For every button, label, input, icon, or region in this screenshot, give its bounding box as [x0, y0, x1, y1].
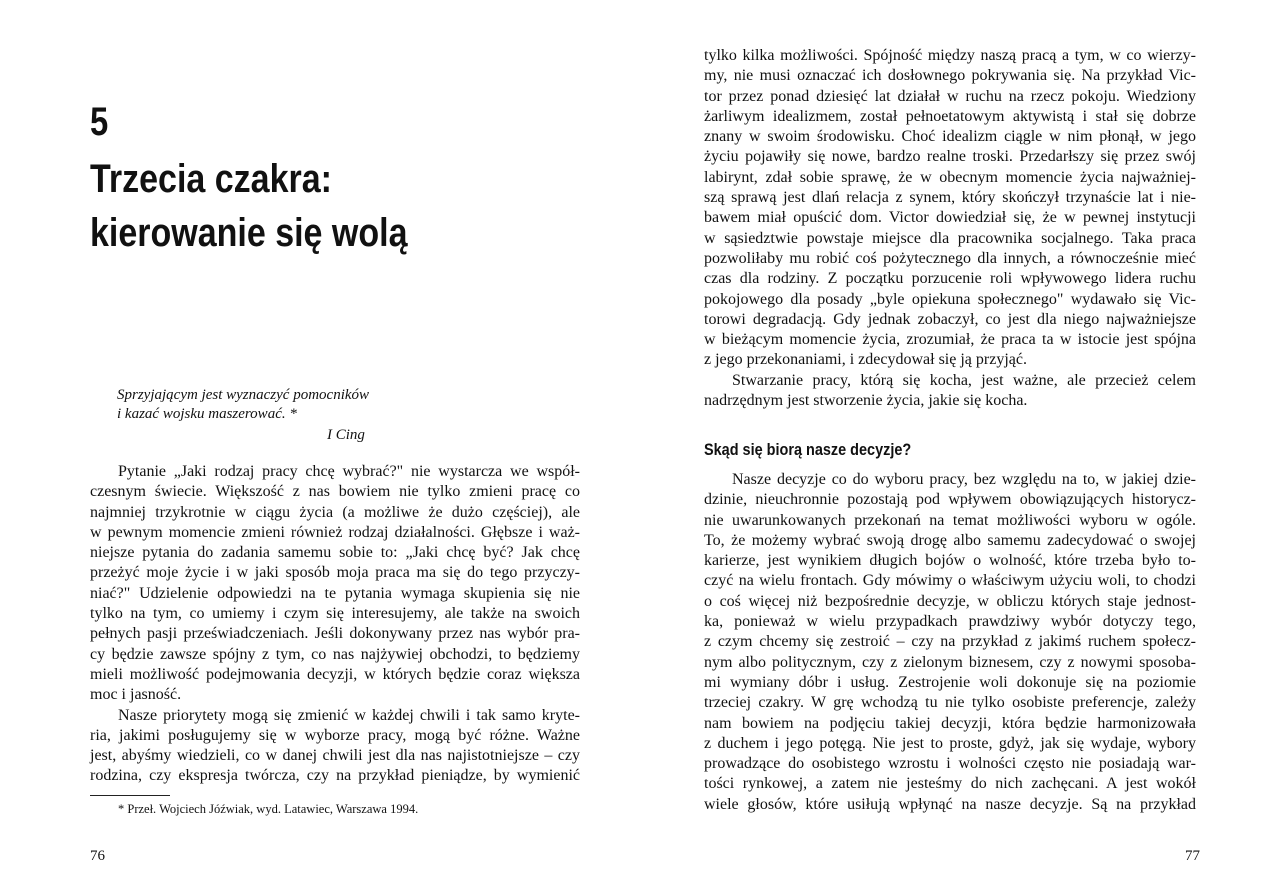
chapter-number: 5 [90, 100, 109, 144]
text-line: prowadzące do osobistego wzrostu i wolności często nie posiadają war- [704, 755, 1196, 773]
epigraph-line: Sprzyjającym jest wyznaczyć pomocników [117, 387, 370, 403]
text-line: Stwarzanie pracy, którą się kocha, jest ważne, ale przecież celem [732, 371, 1196, 389]
text-line: bawem miał opuścić dom. Victor dowiedział się, że w pewnej instytucji [704, 209, 1196, 227]
text-line: pozwoliłaby mu robić coś pożytecznego dla innych, a równocześnie mieć [704, 249, 1196, 267]
text-line: ria, jakimi posługujemy się w wyborze pracy, mogą być różne. Ważne [90, 726, 580, 744]
text-line: nym albo politycznym, czy z zielonym biznesem, czy z nowymi sposoba- [704, 653, 1196, 671]
text-line: czyć na wielu frontach. Gdy mówimy o właściwym użyciu woli, to chodzi [704, 572, 1196, 590]
page-number-left: 76 [90, 848, 105, 864]
text-line: o coś więcej niż bezpośrednie decyzje, w obliczu których staje jednost- [704, 592, 1196, 610]
left-body-text [90, 462, 580, 787]
text-line: pełnych pasji przeświadczeniach. Jeśli dokonywany przez nas wybór pra- [90, 625, 580, 643]
text-line: pokojowego dla posady „byle opiekuna społecznego" wydawało się Vic- [704, 290, 1196, 308]
text-line: dzinie, nieuchronnie pozostają pod wpływem obowiązujących historycz- [704, 491, 1196, 509]
left-page [0, 0, 631, 893]
text-line: z duchem i jego potęgą. Nie jest to proste, gdyż, jak się wydaje, wybory [704, 734, 1196, 752]
text-line: życiu pojawiły się nowe, bardzo realne troski. Przedarłszy się przez swój [704, 148, 1196, 166]
text-line: torowi degradacją. Gdy jednak zobaczył, co jest dla niego najważniejsze [704, 310, 1196, 328]
chapter-title-line: Trzecia czakra: [90, 157, 332, 201]
page-number-right: 77 [1185, 848, 1200, 864]
text-line: Nasze priorytety mogą się zmienić w każdej chwili i tak samo kryte- [118, 706, 580, 724]
text-line: niać?" Udzielenie odpowiedzi na te pytania wymaga skupienia się nie [90, 584, 580, 602]
text-line: mi wymiany dóbr i usług. Zestrojenie woli dokonuje się na poziomie [704, 673, 1196, 691]
text-line: nie uwarunkowanych przekonań na temat możliwości wyboru w ogóle. [704, 511, 1196, 529]
text-line: z czym chcemy się zestroić – czy na przykład z jakimś ruchem społecz- [704, 633, 1196, 651]
text-line: trzeciej czakry. W grę wchodzą tu nie tylko osobiste preferencje, zależy [704, 694, 1196, 712]
text-line: żarliwym idealizmem, został pełnoetatowym aktywistą i stał się dobrze [704, 107, 1196, 125]
section-heading: Skąd się biorą nasze decyzje? [704, 440, 912, 459]
text-line: mieli możliwość podejmowania decyzji, w których będzie coraz większa [90, 665, 580, 683]
text-line: ka, ponieważ w wielu przypadkach prawdziwy wybór dotyczy tego, [704, 613, 1196, 631]
text-line: w pewnym momencie zmieni również rodzaj działalności. Głębsze i waż- [90, 523, 580, 541]
text-line: tor przez ponad dziesięć lat działał w ruchu na rzecz pokoju. Wiedziony [704, 87, 1196, 105]
text-line: w sąsiedztwie powstaje miejsce dla pracownika socjalnego. Taka praca [704, 229, 1196, 247]
text-line: wiele głosów, które usiłują wpłynąć na nasze decyzje. Są na przykład [704, 795, 1196, 813]
text-line: labirynt, zdał sobie sprawę, że w obecnym momencie życia najważniej- [704, 168, 1196, 186]
text-line: znany w swoim środowisku. Choć idealizm ciągle w nim płonął, w jego [704, 128, 1196, 146]
epigraph-line: i kazać wojsku maszerować. * [117, 406, 297, 422]
text-line: my, nie musi oznaczać ich dosłownego pokrywania się. Na przykład Vic- [704, 67, 1196, 85]
text-line: niejsze pytania do zadania samemu sobie to: „Jaki chcę być? Jak chcę [90, 544, 580, 562]
text-line: z jego przekonaniami, i zdecydował się ją przyjąć. [704, 351, 1027, 369]
text-line: w bieżącym momencie życia, zrozumiał, że praca ta w istocie jest spójna [704, 331, 1196, 349]
text-line: jest, abyśmy wiedzieli, co w danej chwili jest dla nas najistotniejsze – czy [90, 747, 580, 765]
text-line: karierze, jest wynikiem długich bojów o wolność, które trzeba było to- [704, 552, 1196, 570]
text-line: najmniej trzykrotnie w ciągu życia (a możliwe że dużo częściej), ale [90, 503, 580, 521]
text-line: rodzina, czy ekspresja twórcza, czy na przykład pieniądze, by wymienić [90, 767, 580, 785]
text-line: szą sprawą jest dlań relacja z synem, który skończył trzynaście lat i nie- [704, 189, 1196, 207]
text-line: tylko na tym, co umiemy i czym się interesujemy, ale także na swoich [90, 605, 580, 623]
text-line: moc i jasność. [90, 686, 182, 704]
footnote: * Przeł. Wojciech Jóźwiak, wyd. Latawiec, Warszawa 1994. [118, 802, 419, 816]
text-line: To, że możemy wybrać swoją drogę albo samemu zadecydować o swojej [704, 531, 1196, 549]
chapter-title-line: kierowanie się wolą [90, 211, 408, 255]
text-line: przeżyć moje życie i w jaki sposób moja praca ma się do tego przyczy- [90, 564, 580, 582]
epigraph-author: I Cing [327, 427, 365, 443]
chapter-title [90, 152, 407, 260]
text-line: Pytanie „Jaki rodzaj pracy chcę wybrać?" nie wystarcza we współ- [118, 463, 580, 480]
text-line: nam bowiem na podjęciu takiej decyzji, która będzie harmonizowała [704, 714, 1196, 732]
text-line: cy będzie zawsze spójny z tym, co nas najżywiej obchodzi, to będziemy [90, 645, 580, 663]
text-line: tylko kilka możliwości. Spójność między naszą pracą a tym, w co wierzy- [704, 47, 1196, 64]
epigraph [117, 386, 377, 445]
right-body-text-bottom [704, 470, 1196, 815]
text-line: tości rynkowej, a zatem nie jesteśmy do nich zachęcani. A jest wokół [704, 775, 1196, 793]
text-line: czas dla rodziny. Z początku porzucenie roli wpływowego lidera ruchu [704, 270, 1196, 288]
footnote-divider [90, 795, 170, 796]
text-line: Nasze decyzje co do wyboru pracy, bez względu na to, w jakiej dzie- [732, 471, 1196, 488]
right-body-text-top [704, 46, 1196, 411]
text-line: nadrzędnym jest stworzenie życia, jakie się kocha. [704, 392, 1028, 410]
text-line: czesnym świecie. Większość z nas bowiem nie tylko zmieni pracę co [90, 483, 580, 501]
